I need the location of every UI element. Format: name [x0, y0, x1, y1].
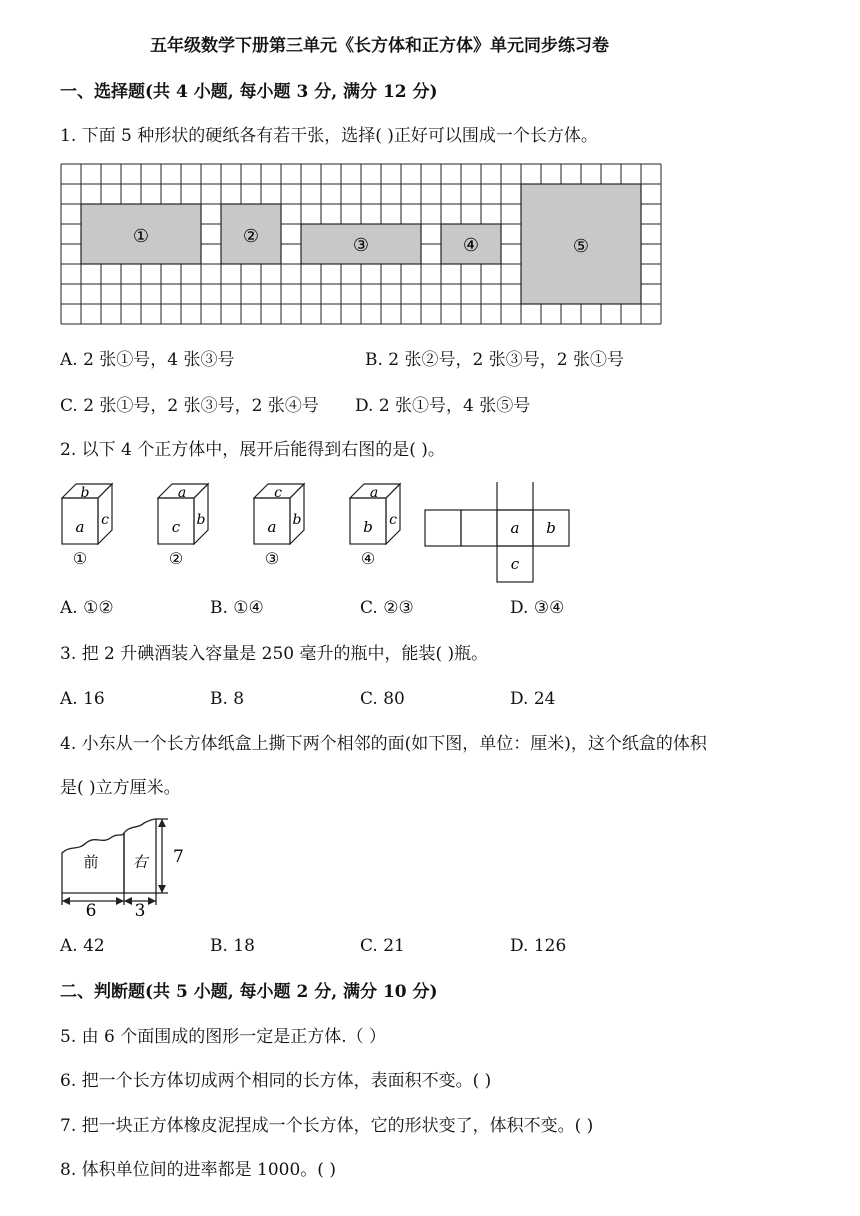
cube-2-number: ②: [168, 549, 184, 568]
cube-1-top: b: [80, 485, 90, 501]
cube-3-number: ③: [264, 549, 280, 568]
q4-option-a[interactable]: A. 42: [60, 936, 105, 956]
q2-stem: 2. 以下 4 个正方体中，展开后能得到右图的是( )。: [60, 440, 445, 460]
q3-option-a[interactable]: A. 16: [60, 689, 105, 709]
shape-5-label: ⑤: [572, 236, 590, 257]
front-face-label: 前: [83, 853, 99, 871]
q4-stem-line2: 是( )立方厘米。: [60, 778, 181, 798]
cube-3-right: b: [292, 512, 302, 528]
q3-option-b[interactable]: B. 8: [210, 689, 245, 709]
shape-4-label: ④: [462, 235, 480, 256]
q4-option-b[interactable]: B. 18: [210, 936, 255, 956]
right-face-label: 右: [132, 853, 148, 871]
net-face-c: c: [510, 555, 520, 573]
net-face-b: b: [546, 519, 556, 537]
q1-option-a[interactable]: A. 2 张①号，4 张③号: [60, 350, 235, 370]
q5-statement: 5. 由 6 个面围成的图形一定是正方体.（ ）: [60, 1027, 387, 1047]
q3-option-c[interactable]: C. 80: [360, 689, 405, 709]
q1-grid-figure: [60, 163, 664, 329]
q7-statement: 7. 把一块正方体橡皮泥捏成一个长方体，它的形状变了，体积不变。( ): [60, 1116, 594, 1136]
q1-stem: 1. 下面 5 种形状的硬纸各有若干张，选择( )正好可以围成一个长方体。: [60, 126, 598, 146]
q4-option-c[interactable]: C. 21: [360, 936, 405, 956]
q2-option-c[interactable]: C. ②③: [360, 598, 414, 618]
q4-stem-line1: 4. 小东从一个长方体纸盒上撕下两个相邻的面(如下图，单位：厘米)，这个纸盒的体积: [60, 734, 707, 754]
cube-2-right: b: [196, 512, 206, 528]
dim-width2-label: 3: [134, 901, 146, 919]
net-face-a: a: [510, 519, 520, 537]
q1-option-d[interactable]: D. 2 张①号，4 张⑤号: [355, 396, 531, 416]
section-1-heading: 一、选择题(共 4 小题, 每小题 3 分, 满分 12 分): [60, 82, 438, 102]
dim-height-label: 7: [173, 847, 184, 867]
q2-option-d[interactable]: D. ③④: [510, 598, 565, 618]
cube-4-right: c: [389, 512, 397, 528]
cube-4-top: a: [369, 485, 379, 501]
q8-statement: 8. 体积单位间的进率都是 1000。( ): [60, 1160, 336, 1180]
dim-width1-label: 6: [85, 901, 97, 919]
q4-box-figure: [58, 815, 188, 919]
shape-2-label: ②: [242, 226, 260, 247]
q1-option-b[interactable]: B. 2 张②号，2 张③号，2 张①号: [365, 350, 624, 370]
q3-stem: 3. 把 2 升碘酒装入容量是 250 毫升的瓶中，能装( )瓶。: [60, 644, 489, 664]
page-title: 五年级数学下册第三单元《长方体和正方体》单元同步练习卷: [150, 36, 609, 56]
shape-3-label: ③: [352, 235, 370, 256]
section-2-heading: 二、判断题(共 5 小题, 每小题 2 分, 满分 10 分): [60, 982, 438, 1002]
cube-3-front: a: [267, 518, 277, 536]
cube-1-front: a: [75, 518, 85, 536]
q2-option-b[interactable]: B. ①④: [210, 598, 264, 618]
q1-option-c[interactable]: C. 2 张①号，2 张③号，2 张④号: [60, 396, 319, 416]
shape-1-label: ①: [132, 226, 150, 247]
cube-3-top: c: [274, 485, 282, 501]
cube-4-number: ④: [360, 549, 376, 568]
q3-option-d[interactable]: D. 24: [510, 689, 556, 709]
cube-2-top: a: [177, 485, 187, 501]
q2-cubes-figure: [58, 482, 578, 588]
cube-4-front: b: [363, 518, 373, 536]
cube-1-number: ①: [72, 549, 88, 568]
cube-2-front: c: [171, 518, 181, 536]
cube-1-right: c: [101, 512, 109, 528]
q6-statement: 6. 把一个长方体切成两个相同的长方体，表面积不变。( ): [60, 1071, 492, 1091]
q4-option-d[interactable]: D. 126: [510, 936, 567, 956]
q2-option-a[interactable]: A. ①②: [60, 598, 114, 618]
